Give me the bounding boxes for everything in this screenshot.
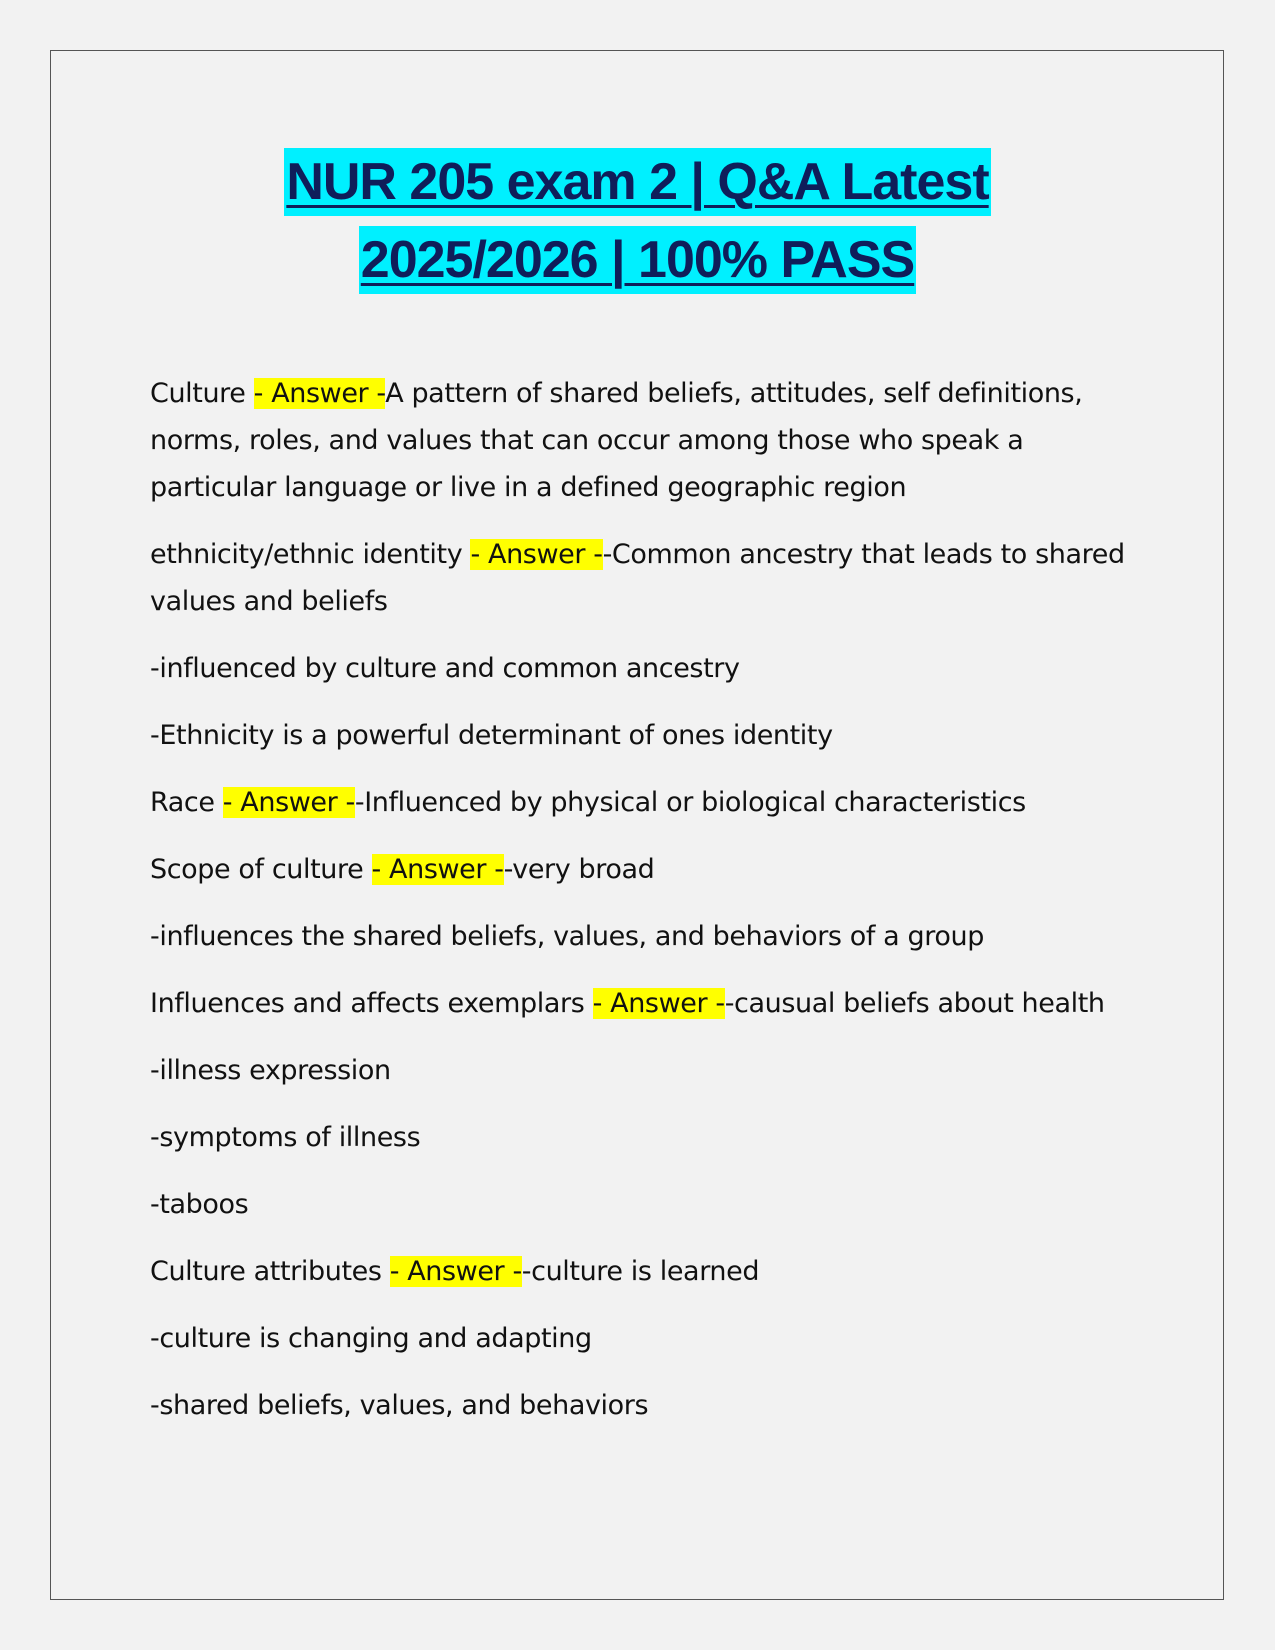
term: ethnicity/ethnic identity	[150, 539, 471, 570]
qa-line: -taboos	[150, 1189, 249, 1220]
definition: -Common ancestry that leads to shared values and beliefs	[150, 539, 1125, 617]
qa-line: -influences the shared beliefs, values, and behaviors of a group	[150, 921, 984, 952]
answer-marker: - Answer -	[253, 378, 386, 409]
qa-line: -illness expression	[150, 1055, 391, 1086]
definition: A pattern of shared beliefs, attitudes, self definitions, norms, roles, and values that can occur among those who speak a particular language or live in a defined geographic region	[150, 378, 1083, 503]
qa-line: -symptoms of illness	[150, 1122, 421, 1153]
title-line-1: NUR 205 exam 2 | Q&A Latest	[284, 148, 990, 216]
term: Culture attributes	[150, 1256, 390, 1287]
title-line-2: 2025/2026 | 100% PASS	[359, 226, 916, 294]
definition: -culture is learned	[521, 1256, 760, 1287]
term: Influences and affects exemplars	[150, 988, 593, 1019]
definition: -causual beliefs about health	[724, 988, 1105, 1019]
answer-marker: - Answer -	[592, 988, 725, 1019]
answer-marker: - Answer -	[222, 787, 355, 818]
definition: -Influenced by physical or biological characteristics	[354, 787, 1026, 818]
qa-entry	[150, 531, 1130, 625]
term: Culture	[150, 378, 254, 409]
qa-entry	[150, 779, 1130, 826]
qa-line: -Ethnicity is a powerful determinant of ones identity	[150, 720, 833, 751]
document-title	[0, 148, 1275, 304]
answer-marker: - Answer -	[470, 539, 603, 570]
qa-line: -influenced by culture and common ancestry	[150, 653, 740, 684]
definition: -very broad	[503, 854, 655, 885]
term: Race	[150, 787, 223, 818]
answer-marker: - Answer -	[389, 1256, 522, 1287]
qa-line: -culture is changing and adapting	[150, 1323, 592, 1354]
qa-line: -shared beliefs, values, and behaviors	[150, 1390, 649, 1421]
qa-content	[150, 370, 1130, 1449]
qa-entry	[150, 1248, 1130, 1295]
qa-entry	[150, 370, 1130, 511]
qa-entry	[150, 846, 1130, 893]
qa-entry	[150, 980, 1130, 1027]
term: Scope of culture	[150, 854, 372, 885]
answer-marker: - Answer -	[371, 854, 504, 885]
